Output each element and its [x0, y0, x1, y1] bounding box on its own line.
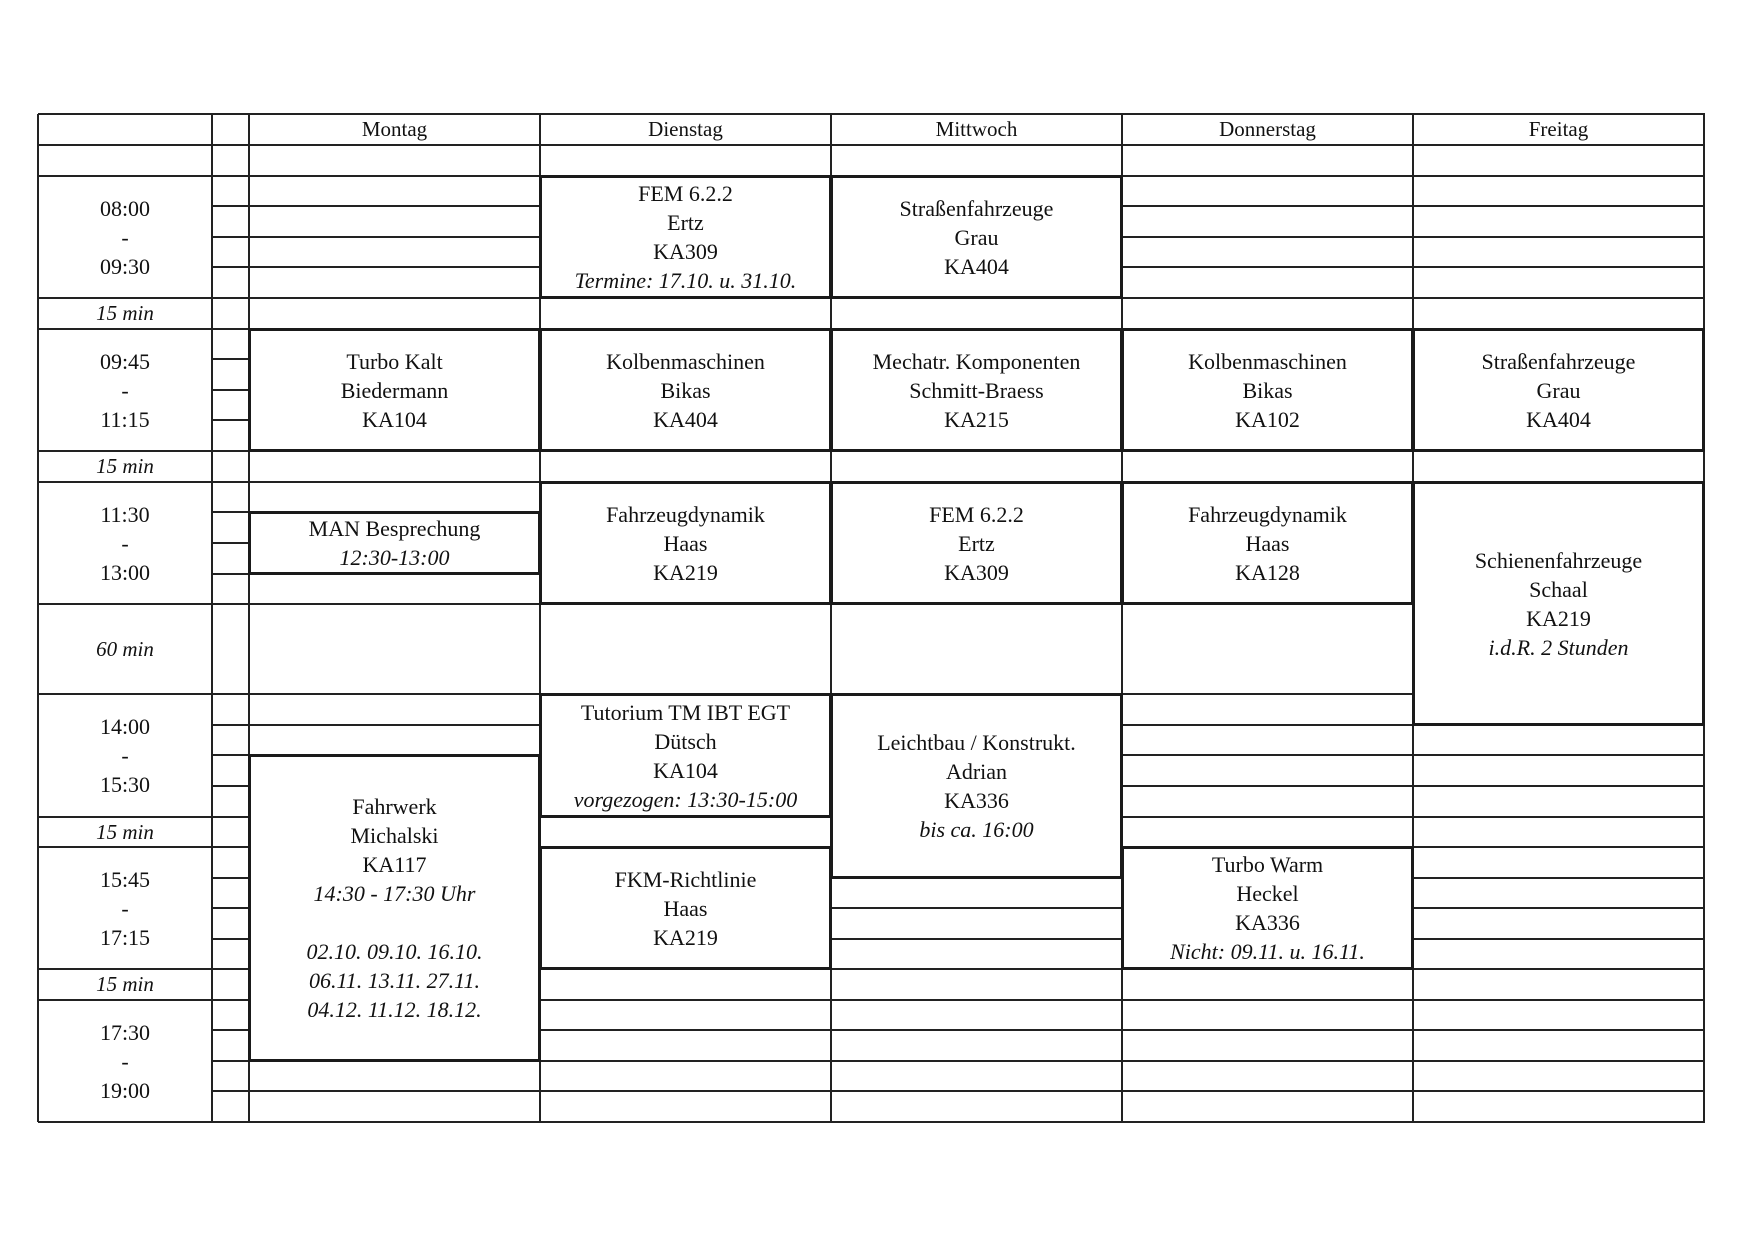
time-end: 09:30: [99, 253, 151, 279]
event-line: KA219: [1526, 605, 1591, 631]
time-dash: -: [121, 377, 129, 403]
event-line: KA309: [653, 239, 718, 264]
event-line: Turbo Kalt: [346, 348, 443, 374]
break-label: 15 min: [96, 301, 154, 325]
day-header-montag: Montag: [361, 117, 428, 141]
event-line: Biedermann: [340, 377, 449, 403]
event-line: KA104: [653, 757, 718, 783]
event-note: bis ca. 16:00: [919, 817, 1034, 842]
event-line: Adrian: [945, 759, 1008, 784]
event-line: Ertz: [667, 210, 704, 235]
event-line: Grau: [954, 224, 999, 250]
event-note: 14:30 - 17:30 Uhr: [313, 881, 476, 906]
event-line: Grau: [1536, 377, 1581, 403]
event-block: [1121, 328, 1414, 452]
time-start: 08:00: [99, 195, 151, 221]
time-end: 19:00: [99, 1077, 151, 1103]
event-line: Schmitt-Braess: [909, 377, 1044, 403]
grid-line-horizontal: [38, 1121, 1705, 1123]
event-line: Bikas: [1242, 377, 1293, 403]
event-line: KA404: [653, 406, 718, 432]
time-end: 15:30: [99, 772, 151, 797]
event-line: KA117: [362, 852, 427, 877]
event-line: Turbo Warm: [1211, 852, 1324, 877]
event-block: [1412, 481, 1705, 726]
event-block: [539, 846, 832, 970]
event-date-row: 06.11. 13.11. 27.11.: [308, 968, 481, 993]
event-line: KA104: [362, 406, 427, 432]
event-line: KA219: [653, 559, 718, 585]
time-block: [38, 329, 212, 451]
event-block: [1121, 481, 1414, 605]
time-start: 17:30: [99, 1019, 151, 1045]
event-line: KA404: [944, 253, 1009, 279]
event-line: FKM-Richtlinie: [614, 866, 757, 892]
time-start: 14:00: [99, 714, 151, 739]
event-block: [1412, 328, 1705, 452]
event-note: vorgezogen: 13:30-15:00: [573, 786, 798, 812]
event-line: Straßenfahrzeuge: [1481, 348, 1636, 374]
time-dash: -: [121, 224, 129, 250]
grid-line-horizontal: [38, 1090, 1705, 1092]
break-label: 15 min: [96, 454, 154, 478]
event-block: [539, 481, 832, 605]
event-line: KA336: [944, 788, 1009, 813]
time-block: [38, 847, 212, 969]
event-line: Fahrzeugdynamik: [606, 501, 765, 527]
day-header-mittwoch: Mittwoch: [935, 117, 1018, 141]
event-block: [248, 754, 541, 1062]
time-start: 15:45: [99, 866, 151, 892]
time-block: [38, 176, 212, 298]
event-line: KA309: [944, 559, 1009, 585]
event-line: Schaal: [1529, 576, 1588, 602]
time-dash: -: [121, 1048, 129, 1074]
day-header-freitag: Freitag: [1528, 117, 1589, 141]
event-line: KA215: [944, 406, 1009, 432]
day-header-dienstag: Dienstag: [648, 117, 723, 141]
time-dash: -: [121, 895, 129, 921]
event-note: i.d.R. 2 Stunden: [1488, 634, 1629, 660]
event-note: Nicht: 09.11. u. 16.11.: [1170, 939, 1365, 964]
event-note: 12:30-13:00: [339, 545, 450, 570]
time-dash: -: [121, 743, 129, 768]
event-line: KA336: [1235, 910, 1300, 935]
event-line: Straßenfahrzeuge: [899, 195, 1054, 221]
event-block: [830, 328, 1123, 452]
event-line: Haas: [1245, 530, 1290, 556]
break-label: 15 min: [96, 972, 154, 996]
event-line: MAN Besprechung: [308, 516, 481, 541]
event-line: KA404: [1526, 406, 1591, 432]
time-end: 11:15: [100, 406, 150, 432]
event-block: [1121, 846, 1414, 970]
event-line: Dütsch: [654, 728, 717, 754]
time-block: [38, 1000, 212, 1122]
event-block: [830, 693, 1123, 879]
time-end: 17:15: [99, 924, 151, 950]
event-line: KA219: [653, 924, 718, 950]
day-header-donnerstag: Donnerstag: [1219, 117, 1316, 141]
event-line: Fahrzeugdynamik: [1188, 501, 1347, 527]
event-date-row: 02.10. 09.10. 16.10.: [306, 939, 483, 964]
event-line: KA102: [1235, 406, 1300, 432]
event-block: [248, 328, 541, 452]
event-line: Michalski: [350, 823, 439, 848]
event-line: KA128: [1235, 559, 1300, 585]
event-line: Bikas: [660, 377, 711, 403]
event-block: [539, 175, 832, 299]
break-label: 15 min: [96, 819, 154, 844]
event-block: [248, 511, 541, 575]
event-line: Haas: [663, 895, 708, 921]
event-line: Fahrwerk: [352, 794, 437, 819]
event-block: [539, 693, 832, 818]
event-block: [830, 481, 1123, 605]
event-line: Leichtbau / Konstrukt.: [877, 730, 1076, 755]
event-block: [830, 175, 1123, 299]
event-line: FEM 6.2.2: [638, 181, 733, 206]
event-line: Mechatr. Komponenten: [872, 348, 1081, 374]
event-line: Tutorium TM IBT EGT: [580, 699, 791, 725]
event-note: Termine: 17.10. u. 31.10.: [574, 268, 797, 293]
time-start: 09:45: [99, 348, 151, 374]
time-block: [38, 482, 212, 604]
event-line: Kolbenmaschinen: [1188, 348, 1347, 374]
break-label: 60 min: [96, 636, 154, 661]
event-block: [539, 328, 832, 452]
time-block: [38, 694, 212, 817]
event-line: Ertz: [958, 530, 995, 556]
event-line: Haas: [663, 530, 708, 556]
time-end: 13:00: [99, 559, 151, 585]
event-line: Schienenfahrzeuge: [1474, 547, 1643, 573]
time-start: 11:30: [100, 501, 150, 527]
event-date-row: 04.12. 11.12. 18.12.: [307, 997, 482, 1022]
time-dash: -: [121, 530, 129, 556]
time-column-cell: [39, 146, 211, 175]
event-line: Heckel: [1236, 881, 1299, 906]
event-line: FEM 6.2.2: [929, 501, 1024, 527]
event-line: Kolbenmaschinen: [606, 348, 765, 374]
